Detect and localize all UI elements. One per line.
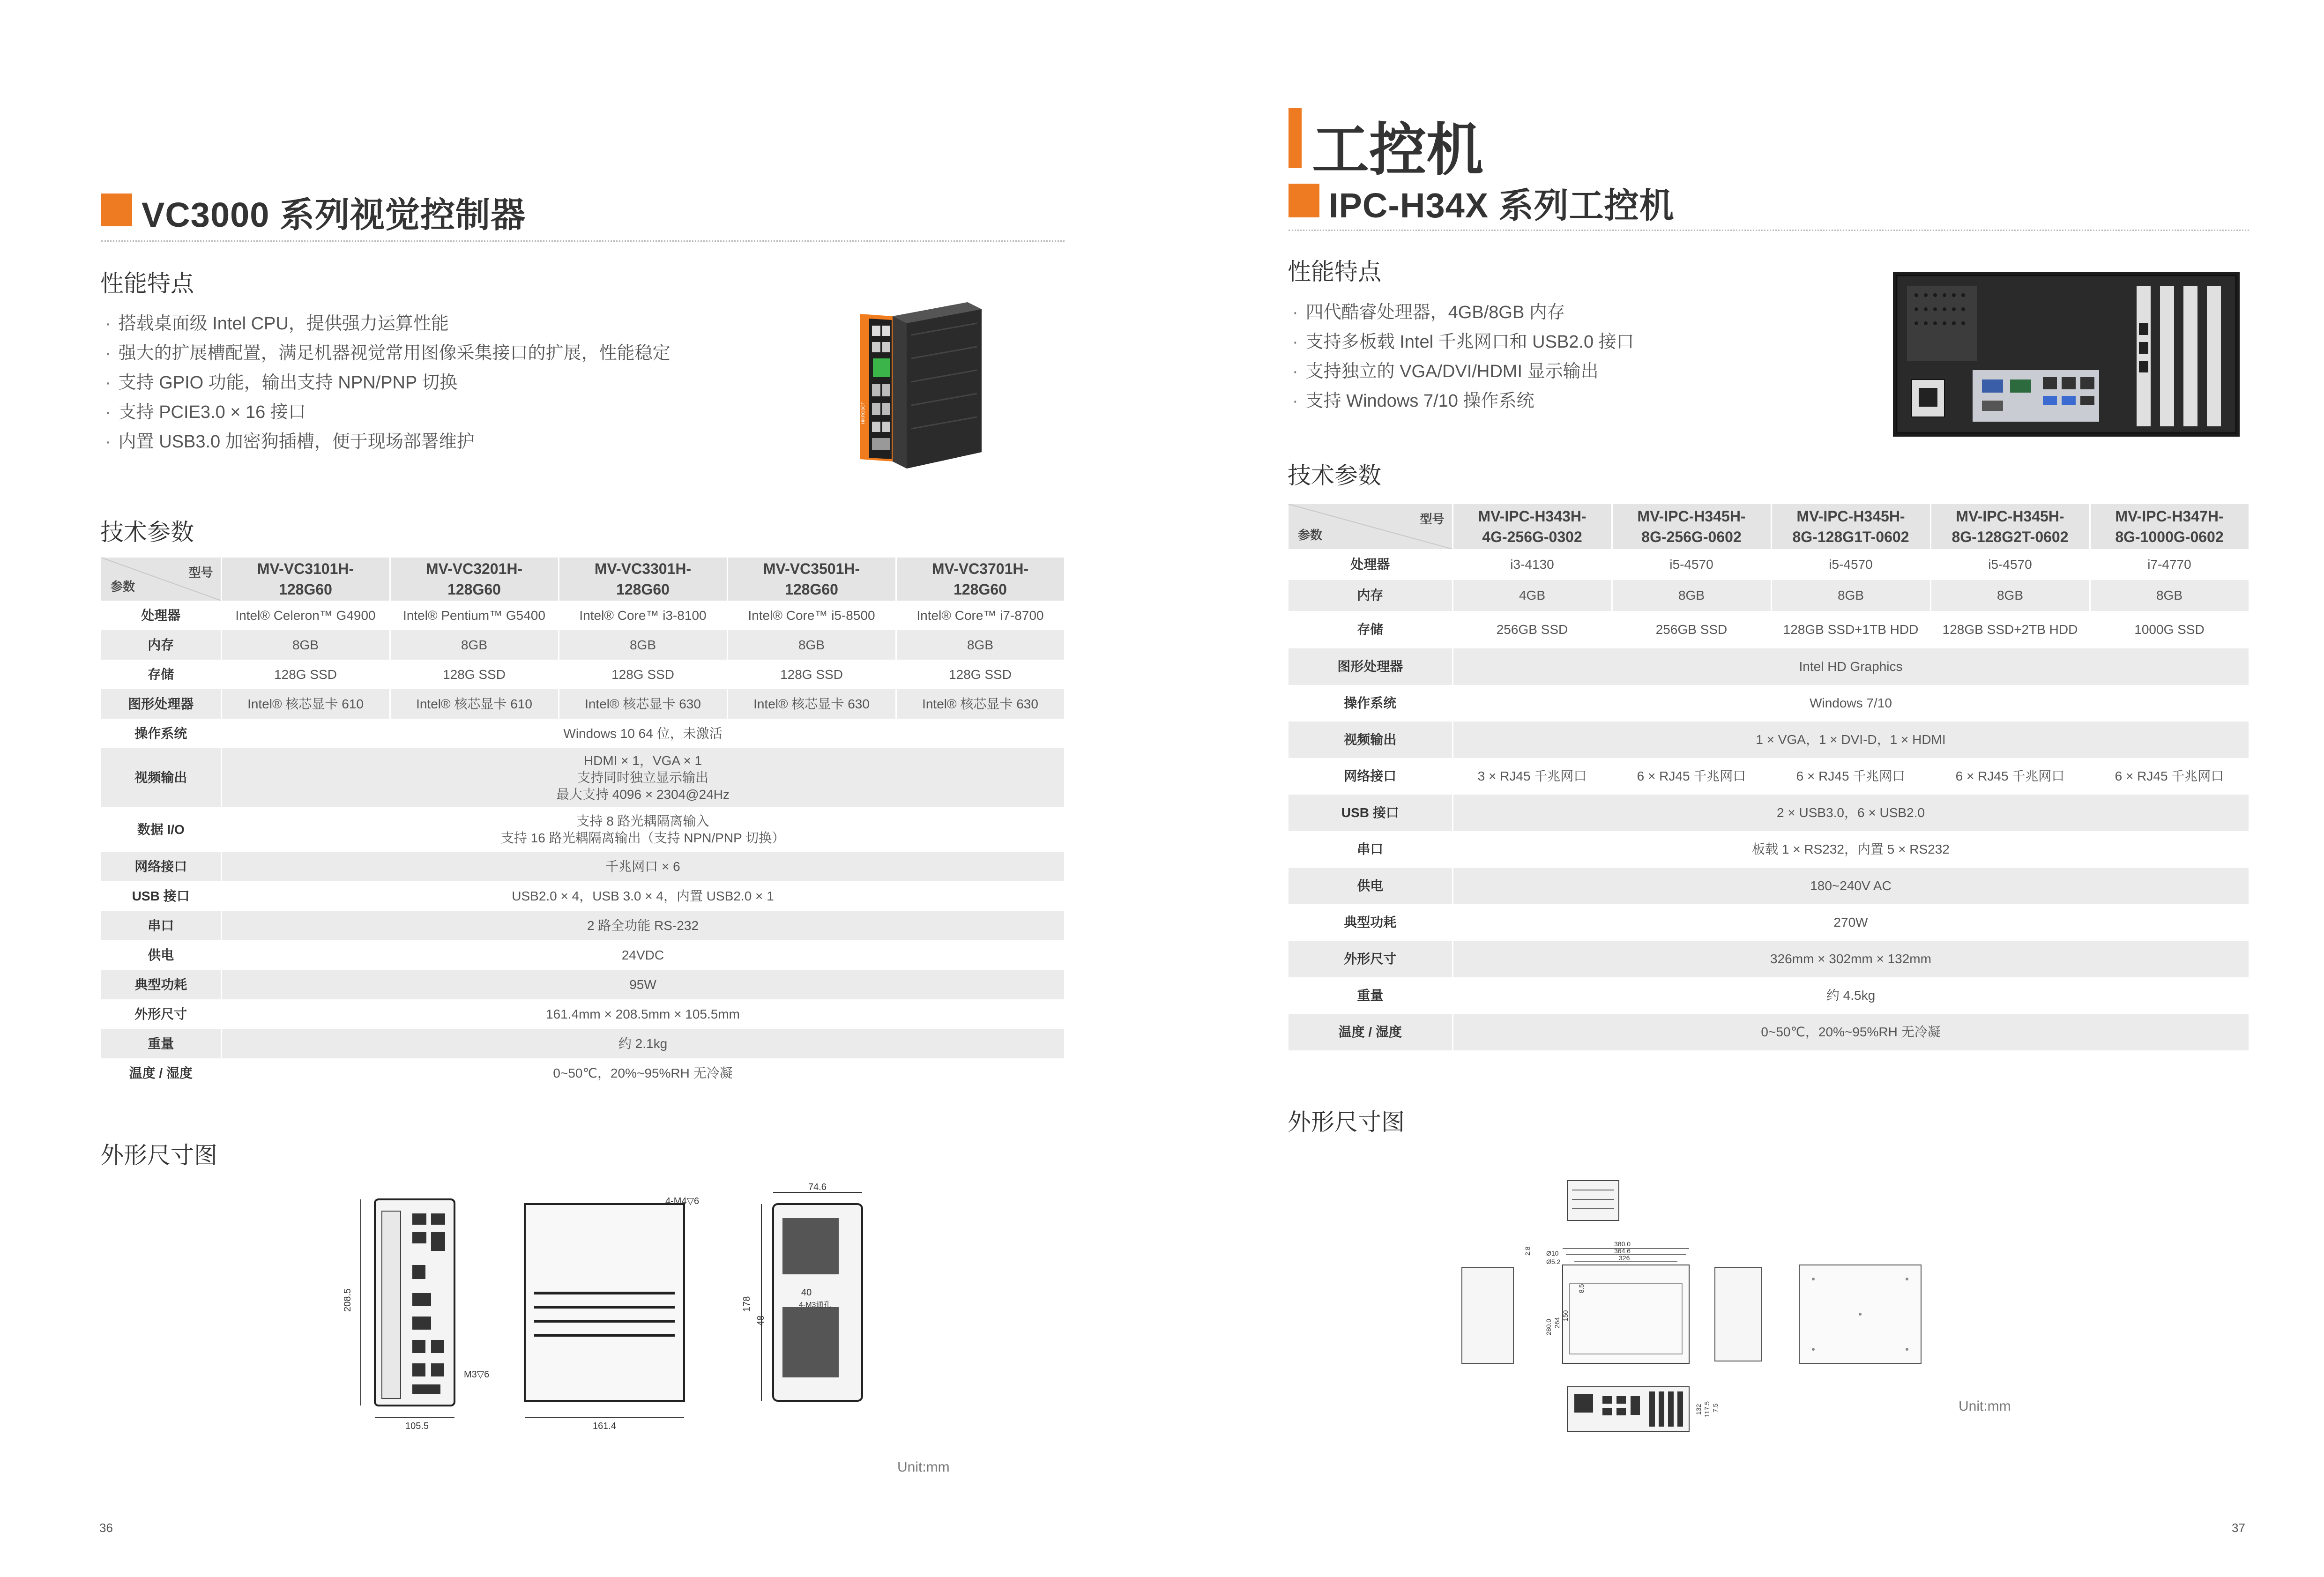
row-label: 重量 xyxy=(101,1029,221,1058)
merged-cell-line: 支持 16 路光耦隔离输出（支持 NPN/PNP 切换） xyxy=(500,830,785,845)
model-name-line: MV-VC3301H- xyxy=(594,560,692,577)
right-section-title: IPC-H34X 系列工控机 xyxy=(1329,186,1675,225)
merged-cell-line: 板载 1 × RS232，内置 5 × RS232 xyxy=(1752,842,1950,856)
table-corner-header xyxy=(1289,504,1452,549)
row-label: 操作系统 xyxy=(101,719,221,748)
table-row xyxy=(101,601,1065,630)
row-label: 温度 / 湿度 xyxy=(101,1058,221,1088)
merged-cell xyxy=(1452,722,2249,758)
merged-cell-line: USB2.0 × 4，USB 3.0 × 4，内置 USB2.0 × 1 xyxy=(512,888,774,903)
merged-cell xyxy=(221,1058,1065,1088)
row-label: USB 接口 xyxy=(101,881,221,911)
vc3000-dimension-drawing xyxy=(328,1171,909,1434)
table-cell: Intel® Celeron™ G4900 xyxy=(221,601,390,630)
dim-height-label: 208.5 xyxy=(343,1288,353,1312)
right-unit-label: Unit:mm xyxy=(1959,1398,2011,1414)
merged-cell xyxy=(221,940,1065,970)
dim-width-label: 105.5 xyxy=(405,1421,429,1431)
left-page-number: 36 xyxy=(99,1521,113,1535)
table-row xyxy=(1289,795,2249,831)
row-label: 数据 I/O xyxy=(101,807,221,852)
merged-cell xyxy=(221,999,1065,1029)
model-name-line: 8G-1000G-0602 xyxy=(2115,528,2224,545)
merged-cell-line: HDMI × 1，VGA × 1 xyxy=(583,753,702,768)
ipc-dim-364: 364.6 xyxy=(1614,1247,1631,1255)
table-row xyxy=(1289,611,2249,648)
merged-cell-line: Windows 7/10 xyxy=(1810,696,1892,710)
header-param-label: 参数 xyxy=(111,580,135,594)
model-name-line: MV-VC3701H- xyxy=(931,560,1029,577)
merged-cell-line: 支持同时独立显示输出 xyxy=(577,770,708,785)
table-row xyxy=(101,1029,1065,1058)
merged-cell xyxy=(1452,1014,2249,1050)
table-cell: 256GB SSD xyxy=(1612,611,1771,648)
ipc-product-image xyxy=(1893,272,2240,437)
feature-item: · 支持独立的 VGA/DVI/HDMI 显示输出 xyxy=(1292,357,1634,387)
table-cell: 6 × RJ45 千兆网口 xyxy=(2090,758,2249,795)
table-corner-header xyxy=(101,558,221,601)
model-name-line: 4G-256G-0302 xyxy=(1482,528,1582,545)
table-cell: 256GB SSD xyxy=(1452,611,1612,648)
table-row xyxy=(101,999,1065,1029)
left-dims-heading: 外形尺寸图 xyxy=(100,1142,217,1168)
merged-cell xyxy=(221,911,1065,940)
dim-screw-m3-label: M3▽6 xyxy=(464,1369,490,1380)
model-header-cell xyxy=(390,558,559,601)
table-row xyxy=(101,911,1065,940)
row-label: 操作系统 xyxy=(1289,685,1452,722)
model-header-cell xyxy=(1452,504,1612,549)
row-label: 处理器 xyxy=(101,601,221,630)
model-name-line: MV-VC3501H- xyxy=(763,560,860,577)
table-cell: 8GB xyxy=(727,630,896,660)
feature-item: · 强大的扩展槽配置，满足机器视觉常用图像采集接口的扩展，性能稳定 xyxy=(105,339,670,368)
ipc-spec-table xyxy=(1289,504,2250,1050)
table-row xyxy=(101,970,1065,999)
model-name-line: MV-IPC-H345H- xyxy=(1956,508,2064,525)
row-label: 供电 xyxy=(1289,868,1452,904)
row-label: 网络接口 xyxy=(101,852,221,881)
table-cell: 6 × RJ45 千兆网口 xyxy=(1771,758,1930,795)
merged-cell xyxy=(221,719,1065,748)
model-header-cell xyxy=(2090,504,2249,549)
table-cell: 8GB xyxy=(1930,580,2090,611)
left-specs-heading: 技术参数 xyxy=(100,519,194,545)
table-row xyxy=(1289,549,2249,580)
row-label: USB 接口 xyxy=(1289,795,1452,831)
table-row xyxy=(1289,904,2249,941)
dim-48-label: 48 xyxy=(756,1315,766,1326)
dim-holes-label: 4-M3通孔 xyxy=(799,1301,831,1309)
table-cell: Intel® 核芯显卡 630 xyxy=(727,689,896,719)
vc3000-spec-table xyxy=(101,558,1065,1088)
table-cell: 4GB xyxy=(1452,580,1612,611)
merged-cell-line: 2 路全功能 RS-232 xyxy=(587,918,699,933)
model-header-cell xyxy=(1612,504,1771,549)
merged-cell xyxy=(221,807,1065,852)
feature-item: · 搭载桌面级 Intel CPU，提供强力运算性能 xyxy=(105,309,670,339)
row-label: 典型功耗 xyxy=(1289,904,1452,941)
table-cell: 128G SSD xyxy=(221,660,390,689)
model-name-line: 128G60 xyxy=(785,581,838,598)
model-name-line: MV-VC3201H- xyxy=(425,560,523,577)
table-cell: Intel® Core™ i7-8700 xyxy=(896,601,1065,630)
table-row xyxy=(1289,977,2249,1014)
table-cell: 8GB xyxy=(1612,580,1771,611)
row-label: 图形处理器 xyxy=(101,689,221,719)
merged-cell xyxy=(1452,648,2249,685)
right-page-number: 37 xyxy=(2232,1521,2245,1535)
table-row xyxy=(1289,758,2249,795)
feature-item: · 四代酷睿处理器，4GB/8GB 内存 xyxy=(1292,298,1634,327)
ipc-dim-132: 132 xyxy=(1695,1404,1702,1415)
model-name-line: MV-IPC-H345H- xyxy=(1796,508,1905,525)
row-label: 串口 xyxy=(101,911,221,940)
merged-cell-line: 0~50℃，20%~95%RH 无冷凝 xyxy=(553,1065,733,1080)
merged-cell xyxy=(1452,685,2249,722)
model-header-cell xyxy=(559,558,727,601)
table-cell: 8GB xyxy=(896,630,1065,660)
merged-cell-line: 2 × USB3.0，6 × USB2.0 xyxy=(1777,805,1925,820)
merged-cell-line: Intel HD Graphics xyxy=(1799,659,1903,674)
table-cell: 8GB xyxy=(2090,580,2249,611)
merged-cell xyxy=(221,1029,1065,1058)
merged-cell xyxy=(1452,977,2249,1014)
row-label: 温度 / 湿度 xyxy=(1289,1014,1452,1050)
model-name-line: 8G-128G2T-0602 xyxy=(1952,528,2069,545)
ipc-dim-280: 280.0 xyxy=(1545,1318,1552,1335)
table-row xyxy=(1289,648,2249,685)
ipc-dim-hole10: Ø10 xyxy=(1546,1250,1559,1257)
model-header-cell xyxy=(1930,504,2090,549)
table-row xyxy=(101,630,1065,660)
vc3000-product-image xyxy=(860,298,982,471)
table-row xyxy=(101,689,1065,719)
table-cell: 8GB xyxy=(559,630,727,660)
table-row xyxy=(1289,685,2249,722)
merged-cell-line: 支持 8 路光耦隔离输入 xyxy=(576,813,709,828)
header-model-label: 型号 xyxy=(188,565,213,580)
row-label: 存储 xyxy=(1289,611,1452,648)
merged-cell xyxy=(1452,831,2249,868)
ipc-dim-8-5: 8.5 xyxy=(1578,1284,1585,1293)
merged-cell-line: 1 × VGA，1 × DVI-D，1 × HDMI xyxy=(1756,732,1946,747)
ipc-dimension-drawing xyxy=(1452,1171,1959,1443)
model-name-line: 128G60 xyxy=(953,581,1007,598)
merged-cell-line: 270W xyxy=(1833,915,1868,930)
merged-cell-line: 最大支持 4096 × 2304@24Hz xyxy=(556,787,730,802)
model-name-line: 128G60 xyxy=(279,581,332,598)
merged-cell-line: 24VDC xyxy=(621,947,664,962)
feature-item: · 支持 GPIO 功能，输出支持 NPN/PNP 切换 xyxy=(105,368,670,398)
model-header-cell xyxy=(221,558,390,601)
right-feature-list xyxy=(1292,298,1634,416)
table-row xyxy=(1289,868,2249,904)
merged-cell-line: Windows 10 64 位，未激活 xyxy=(563,726,723,741)
table-cell: i5-4570 xyxy=(1612,549,1771,580)
right-dims-heading: 外形尺寸图 xyxy=(1288,1109,1405,1135)
merged-cell-line: 180~240V AC xyxy=(1810,878,1892,893)
row-label: 外形尺寸 xyxy=(101,999,221,1029)
left-section-title: VC3000 系列视觉控制器 xyxy=(142,195,526,234)
ipc-dim-380: 380.0 xyxy=(1614,1240,1631,1248)
ipc-dim-7-5: 7.5 xyxy=(1712,1403,1719,1413)
model-name-line: MV-IPC-H347H- xyxy=(2115,508,2224,525)
row-label: 串口 xyxy=(1289,831,1452,868)
table-row xyxy=(1289,941,2249,977)
table-cell: 128G SSD xyxy=(390,660,559,689)
merged-cell-line: 326mm × 302mm × 132mm xyxy=(1770,952,1931,966)
ipc-dim-117: 117.5 xyxy=(1703,1401,1711,1417)
table-cell: 1000G SSD xyxy=(2090,611,2249,648)
table-row xyxy=(101,940,1065,970)
row-label: 内存 xyxy=(101,630,221,660)
category-title: 工控机 xyxy=(1312,118,1483,182)
table-row xyxy=(101,1058,1065,1088)
table-cell: 128GB SSD+1TB HDD xyxy=(1771,611,1930,648)
model-name-line: 8G-256G-0602 xyxy=(1641,528,1742,545)
merged-cell xyxy=(221,881,1065,911)
table-row xyxy=(101,660,1065,689)
merged-cell-line: 千兆网口 × 6 xyxy=(605,859,680,874)
header-model-label: 型号 xyxy=(1420,512,1445,526)
table-cell: i5-4570 xyxy=(1930,549,2090,580)
row-label: 内存 xyxy=(1289,580,1452,611)
table-cell: i3-4130 xyxy=(1452,549,1612,580)
right-features-heading: 性能特点 xyxy=(1288,259,1381,285)
table-row xyxy=(1289,831,2249,868)
table-cell: Intel® 核芯显卡 630 xyxy=(896,689,1065,719)
model-name-line: 128G60 xyxy=(447,581,501,598)
table-cell: 6 × RJ45 千兆网口 xyxy=(1930,758,2090,795)
row-label: 典型功耗 xyxy=(101,970,221,999)
table-cell: 8GB xyxy=(221,630,390,660)
feature-item: · 支持多板载 Intel 千兆网口和 USB2.0 接口 xyxy=(1292,327,1634,357)
right-specs-heading: 技术参数 xyxy=(1288,462,1381,489)
right-title-marker xyxy=(1289,184,1319,217)
ipc-dim-326: 326 xyxy=(1619,1254,1630,1262)
model-name-line: 8G-128G1T-0602 xyxy=(1792,528,1909,545)
model-name-line: MV-IPC-H343H- xyxy=(1478,508,1587,525)
table-cell: 128G SSD xyxy=(559,660,727,689)
dim-screw-m4-label: 4-M4▽6 xyxy=(665,1196,700,1206)
table-cell: 128G SSD xyxy=(727,660,896,689)
model-name-line: MV-VC3101H- xyxy=(257,560,354,577)
merged-cell-line: 0~50℃，20%~95%RH 无冷凝 xyxy=(1761,1025,1941,1039)
table-row xyxy=(1289,1014,2249,1050)
merged-cell xyxy=(221,852,1065,881)
model-name-line: 128G60 xyxy=(616,581,670,598)
table-cell: Intel® 核芯显卡 630 xyxy=(559,689,727,719)
ipc-dim-150: 150 xyxy=(1562,1310,1569,1321)
table-row xyxy=(101,748,1065,807)
feature-item: · 支持 PCIE3.0 × 16 接口 xyxy=(105,398,670,427)
row-label: 处理器 xyxy=(1289,549,1452,580)
left-feature-list xyxy=(105,309,670,457)
dim-178-label: 178 xyxy=(742,1296,752,1312)
table-cell: i7-4770 xyxy=(2090,549,2249,580)
merged-cell xyxy=(1452,795,2249,831)
row-label: 视频输出 xyxy=(1289,722,1452,758)
table-row xyxy=(1289,580,2249,611)
merged-cell xyxy=(221,970,1065,999)
table-cell: Intel® 核芯显卡 610 xyxy=(390,689,559,719)
table-row xyxy=(1289,722,2249,758)
feature-item: · 支持 Windows 7/10 操作系统 xyxy=(1292,387,1634,416)
merged-cell-line: 95W xyxy=(629,977,656,992)
merged-cell xyxy=(1452,904,2249,941)
model-header-cell xyxy=(727,558,896,601)
merged-cell-line: 约 2.1kg xyxy=(618,1036,668,1051)
row-label: 图形处理器 xyxy=(1289,648,1452,685)
left-title-rule xyxy=(101,240,1065,242)
model-header-cell xyxy=(1771,504,1930,549)
table-cell: 8GB xyxy=(390,630,559,660)
table-cell: 128G SSD xyxy=(896,660,1065,689)
header-param-label: 参数 xyxy=(1298,528,1323,542)
table-row xyxy=(101,719,1065,748)
left-unit-label: Unit:mm xyxy=(897,1459,950,1475)
table-cell: 6 × RJ45 千兆网口 xyxy=(1612,758,1771,795)
product-brand-label: HIKROBOT xyxy=(861,402,865,424)
table-cell: Intel® Core™ i3-8100 xyxy=(559,601,727,630)
dim-length-label: 161.4 xyxy=(593,1421,617,1431)
table-cell: 128GB SSD+2TB HDD xyxy=(1930,611,2090,648)
ipc-dim-hole5: Ø5.2 xyxy=(1546,1258,1561,1265)
ipc-dim-264: 264 xyxy=(1553,1317,1561,1328)
table-row xyxy=(101,852,1065,881)
row-label: 存储 xyxy=(101,660,221,689)
row-label: 供电 xyxy=(101,940,221,970)
table-cell: Intel® Pentium™ G5400 xyxy=(390,601,559,630)
dim-40-label: 40 xyxy=(801,1287,812,1298)
category-title-marker xyxy=(1289,108,1302,168)
row-label: 网络接口 xyxy=(1289,758,1452,795)
right-title-rule xyxy=(1289,230,2249,231)
table-cell: i5-4570 xyxy=(1771,549,1930,580)
table-cell: Intel® 核芯显卡 610 xyxy=(221,689,390,719)
table-cell: 8GB xyxy=(1771,580,1930,611)
table-row xyxy=(101,807,1065,852)
left-features-heading: 性能特点 xyxy=(100,270,194,297)
row-label: 重量 xyxy=(1289,977,1452,1014)
model-header-cell xyxy=(896,558,1065,601)
table-row xyxy=(101,881,1065,911)
feature-item: · 内置 USB3.0 加密狗插槽，便于现场部署维护 xyxy=(105,427,670,457)
table-cell: Intel® Core™ i5-8500 xyxy=(727,601,896,630)
merged-cell xyxy=(221,748,1065,807)
merged-cell xyxy=(1452,868,2249,904)
dim-side-label: 74.6 xyxy=(808,1182,827,1192)
merged-cell-line: 约 4.5kg xyxy=(1826,988,1876,1003)
model-name-line: MV-IPC-H345H- xyxy=(1637,508,1746,525)
row-label: 外形尺寸 xyxy=(1289,941,1452,977)
merged-cell-line: 161.4mm × 208.5mm × 105.5mm xyxy=(546,1006,740,1021)
merged-cell xyxy=(1452,941,2249,977)
left-title-marker xyxy=(101,193,132,226)
ipc-dim-2-8: 2.8 xyxy=(1524,1246,1531,1256)
table-cell: 3 × RJ45 千兆网口 xyxy=(1452,758,1612,795)
row-label: 视频输出 xyxy=(101,748,221,807)
